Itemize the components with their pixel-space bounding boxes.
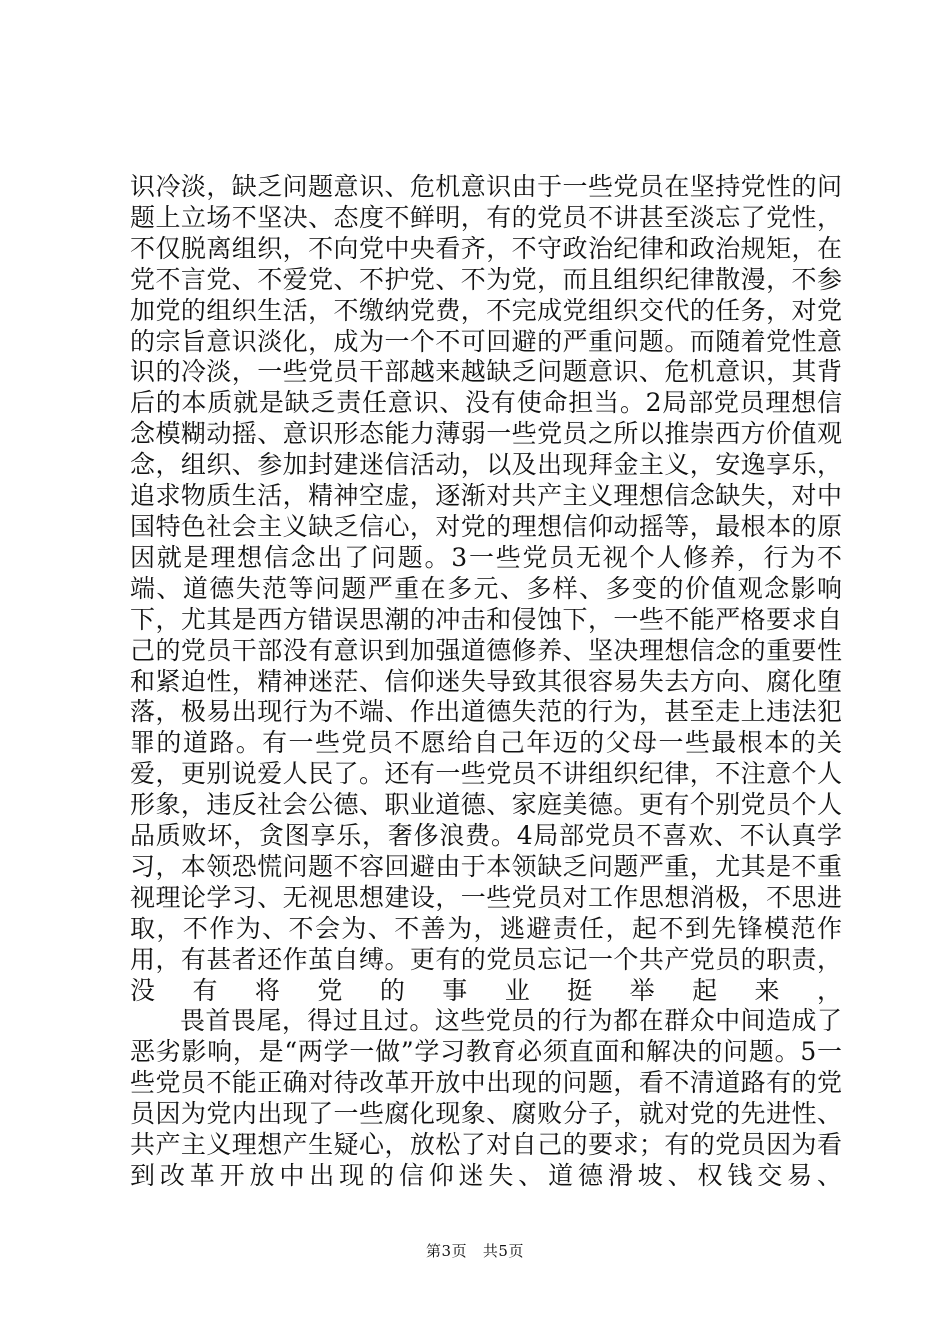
- page-footer: [0, 1240, 950, 1261]
- page-separator: [472, 1242, 477, 1260]
- paragraph-1: 识冷淡，缺乏问题意识、危机意识由于一些党员在坚持党性的问题上立场不坚决、态度不鲜明，有的党员不讲甚至淡忘了党性，不仅脱离组织，不向党中央看齐，不守政治纪律和政治规矩，在党不言党、不爱党、不护党、不为党，而且组织纪律散漫，不参加党的组织生活，不缴纳党费，不完成党组织交代的任务，对党的宗旨意识淡化，成为一个不可回避的严重问题。而随着党性意识的冷淡，一些党员干部越来越缺乏问题意识、危机意识，其背后的本质就是缺乏责任意识、没有使命担当。2局部党员理想信念模糊动摇、意识形态能力薄弱一些党员之所以推崇西方价值观念，组织、参加封建迷信活动，以及出现拜金主义，安逸享乐，追求物质生活，精神空虚，逐渐对共产主义理想信念缺失，对中国特色社会主义缺乏信心，对党的理想信仰动摇等，最根本的原因就是理想信念出了问题。3一些党员无视个人修养，行为不端、道德失范等问题严重在多元、多样、多变的价值观念影响下，尤其是西方错误思潮的冲击和侵蚀下，一些不能严格要求自己的党员干部没有意识到加强道德修养、坚决理想信念的重要性和紧迫性，精神迷茫、信仰迷失导致其很容易失去方向、腐化堕落，极易出现行为不端、作出道德失范的行为，甚至走上违法犯罪的道路。有一些党员不愿给自己年迈的父母一些最根本的关爱，更别说爱人民了。还有一些党员不讲组织纪律，不注意个人形象，违反社会公德、职业道德、家庭美德。更有个别党员个人品质败坏，贪图享乐，奢侈浪费。4局部党员不喜欢、不认真学习，本领恐慌问题不容回避由于本领缺乏问题严重，尤其是不重视理论学习、无视思想建设，一些党员对工作思想消极，不思进取，不作为、不会为、不善为，逃避责任，起不到先锋模范作用，有甚者还作茧自缚。更有的党员忘记一个共产党员的职责，没有将党的事业挺举起来，: [130, 172, 842, 1005]
- document-body: [130, 172, 842, 1192]
- page-total: 共5页: [482, 1242, 524, 1260]
- paragraph-2: 畏首畏尾，得过且过。这些党员的行为都在群众中间造成了恶劣影响，是“两学一做”学习教育必须直面和解决的问题。5一些党员不能正确对待改革开放中出现的问题，看不清道路有的党员因为党内出现了一些腐化现象、腐败分子，就对党的先进性、共产主义理想产生疑心，放松了对自己的要求；有的党员因为看到改革开放中出现的信仰迷失、道德滑坡、权钱交易、: [130, 1006, 842, 1190]
- page-number: 第3页: [426, 1242, 468, 1260]
